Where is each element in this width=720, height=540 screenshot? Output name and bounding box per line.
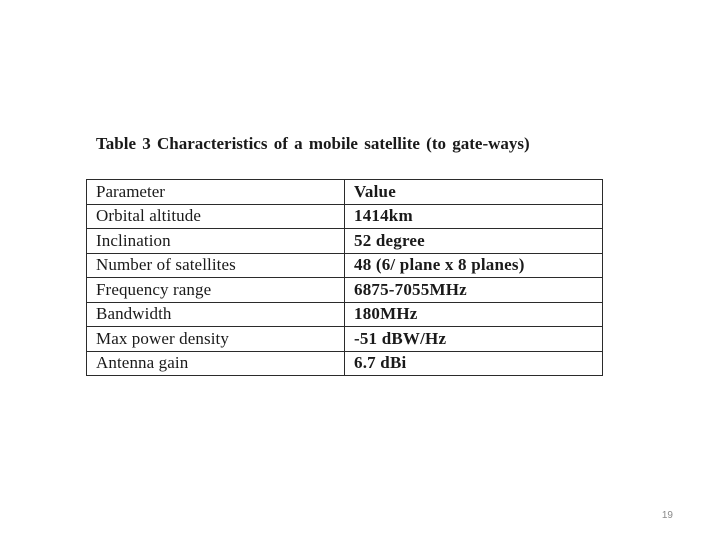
characteristics-table: [86, 179, 603, 376]
table-row: [87, 351, 603, 376]
table-caption: Table 3 Characteristics of a mobile satellite (to gate-ways): [96, 134, 530, 153]
param-cell: Antenna gain: [87, 351, 345, 376]
table-row: [87, 229, 603, 254]
header-parameter: Parameter: [87, 180, 345, 205]
param-cell: Max power density: [87, 327, 345, 352]
param-cell: Bandwidth: [87, 302, 345, 327]
header-value: Value: [345, 180, 603, 205]
param-cell: Number of satellites: [87, 253, 345, 278]
table-row: [87, 253, 603, 278]
value-cell: 6875-7055MHz: [345, 278, 603, 303]
table-row: [87, 302, 603, 327]
value-cell: -51 dBW/Hz: [345, 327, 603, 352]
value-cell: 1414km: [345, 204, 603, 229]
page-number: 19: [661, 510, 673, 521]
table-row: [87, 278, 603, 303]
value-cell: 48 (6/ plane x 8 planes): [345, 253, 603, 278]
table-container: [86, 179, 602, 376]
param-cell: Orbital altitude: [87, 204, 345, 229]
value-cell: 52 degree: [345, 229, 603, 254]
table-header-row: [87, 180, 603, 205]
value-cell: 180MHz: [345, 302, 603, 327]
table-row: [87, 327, 603, 352]
param-cell: Frequency range: [87, 278, 345, 303]
table-row: [87, 204, 603, 229]
param-cell: Inclination: [87, 229, 345, 254]
value-cell: 6.7 dBi: [345, 351, 603, 376]
